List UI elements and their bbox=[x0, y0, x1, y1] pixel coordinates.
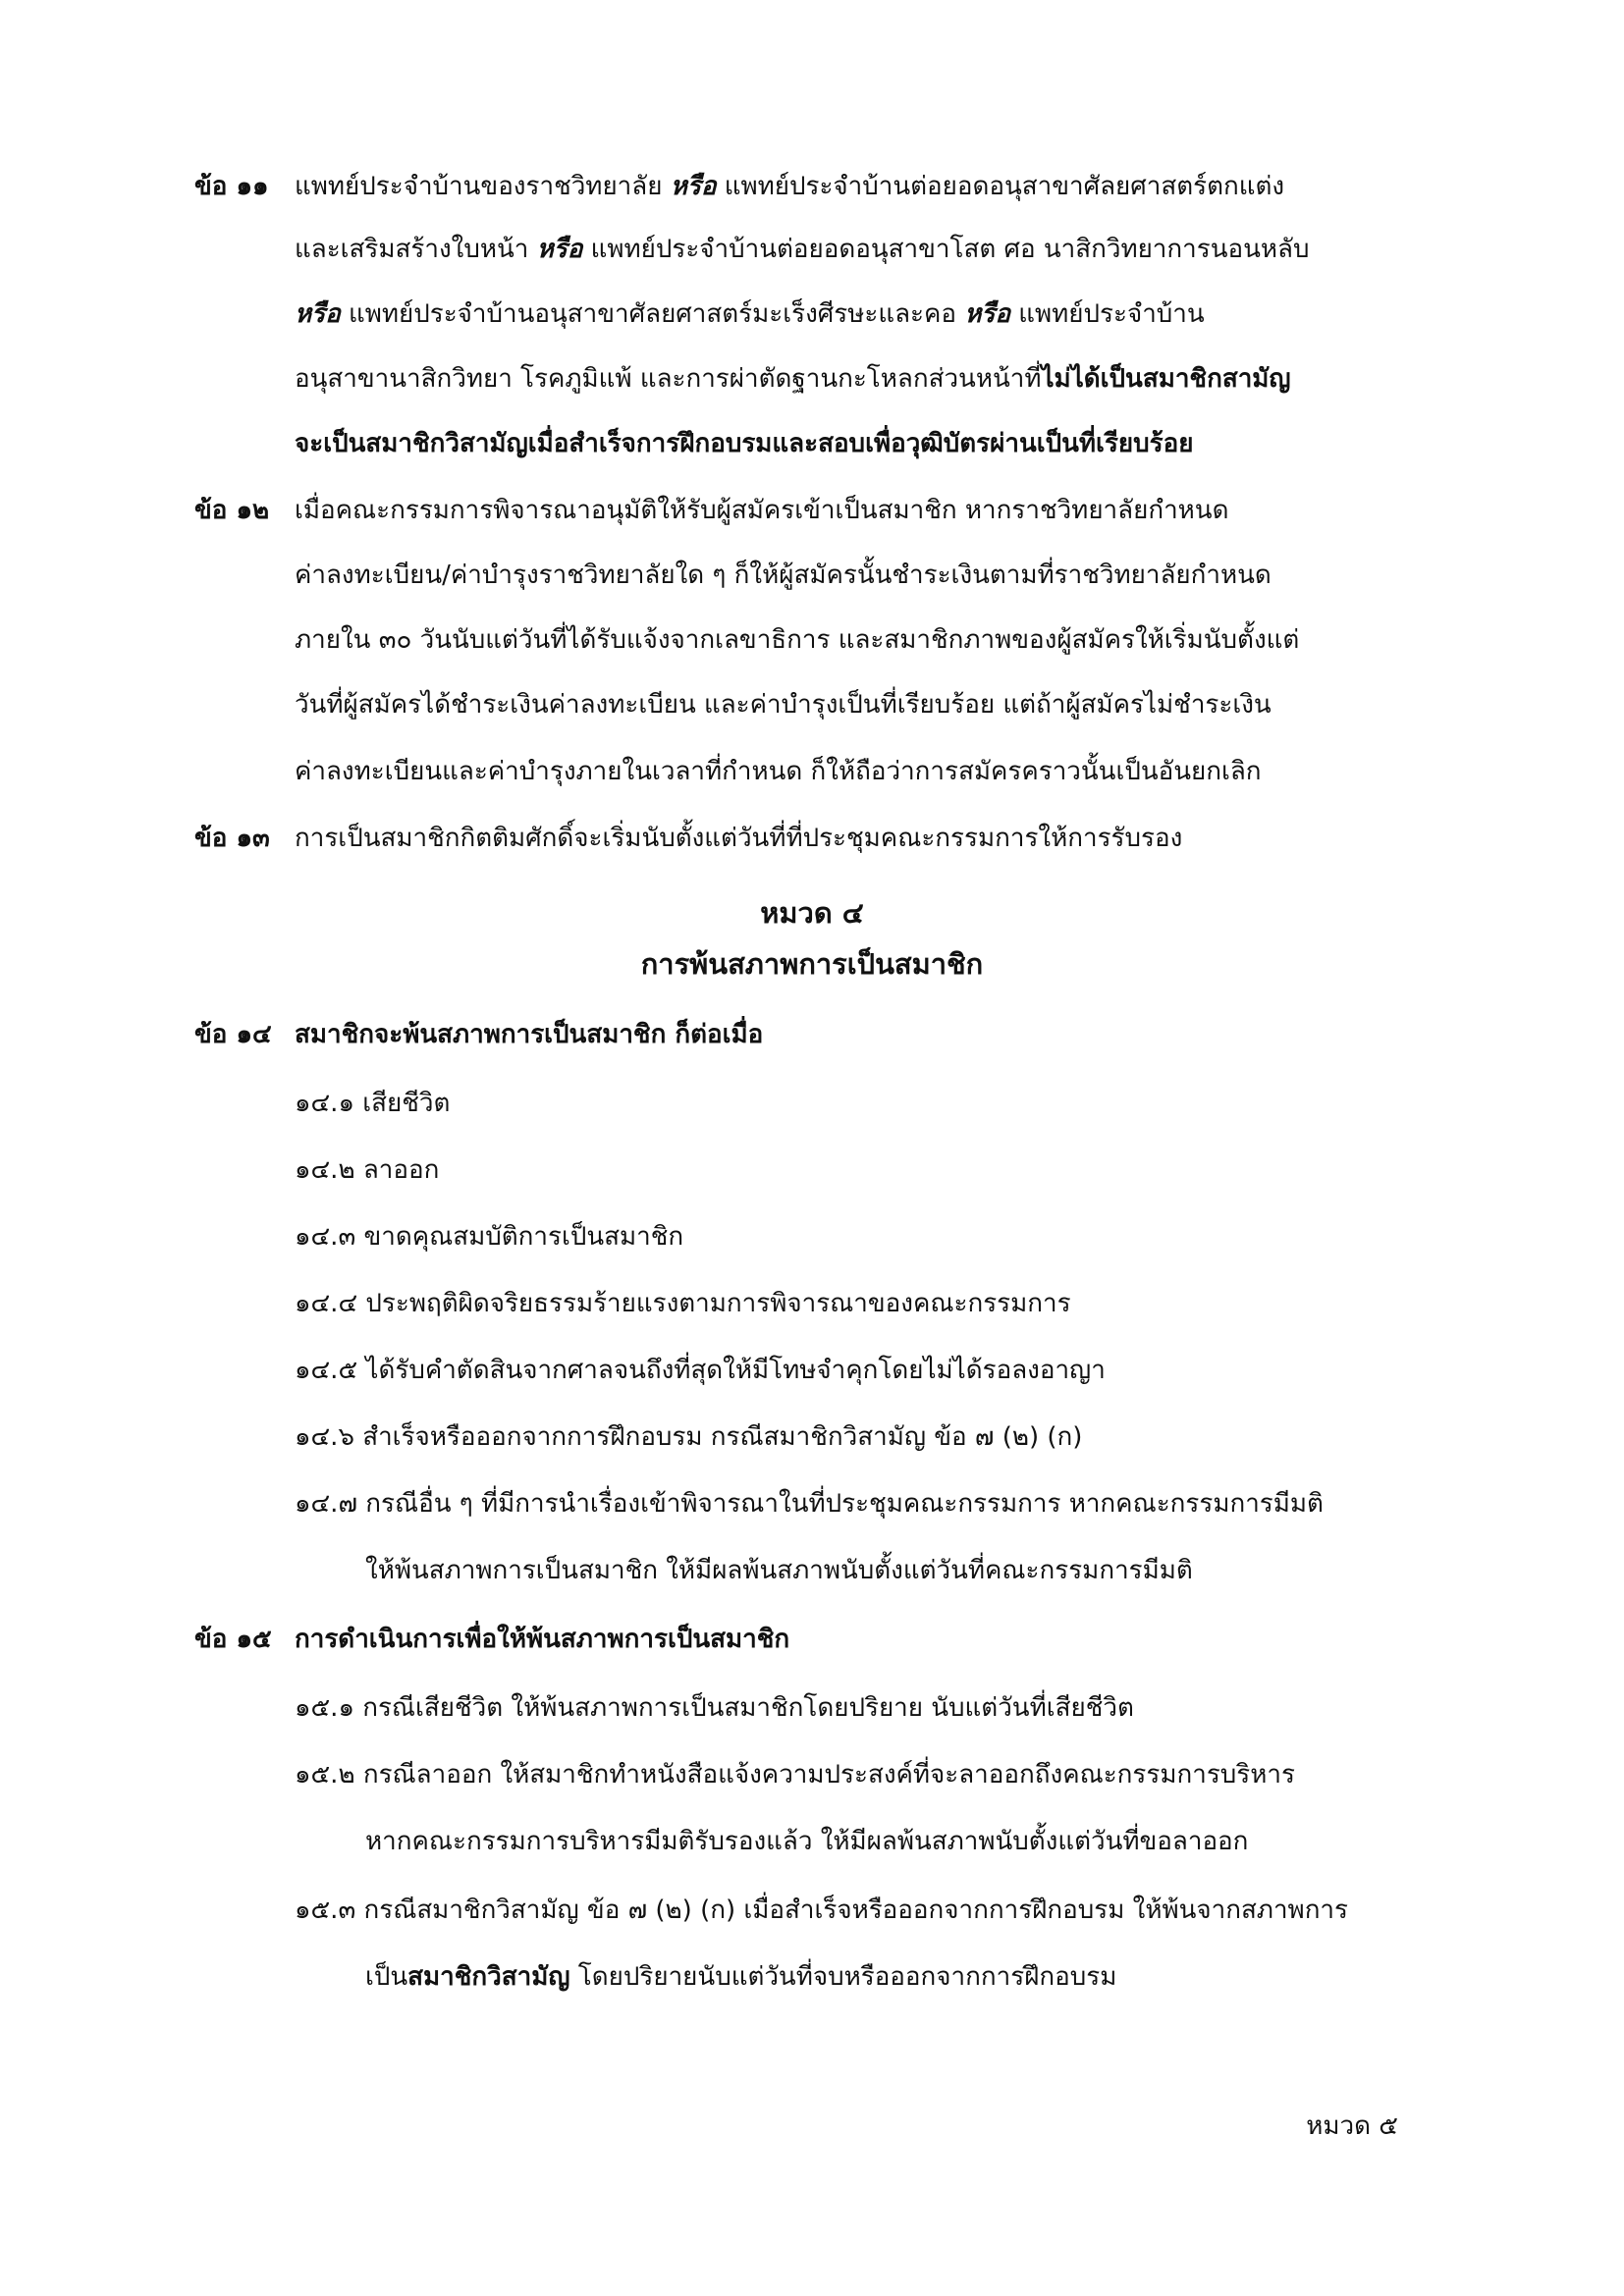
clause-14-item: ๑๔.๕ ได้รับคำตัดสินจากศาลจนถึงที่สุดให้มีโทษจำคุกโดยไม่ได้รอลงอาญา bbox=[295, 1356, 1106, 1385]
chapter-title: การพ้นสภาพการเป็นสมาชิก bbox=[640, 947, 984, 981]
clause-11-label: ข้อ ๑๑ bbox=[194, 172, 269, 201]
clause-14-label: ข้อ ๑๔ bbox=[194, 1020, 272, 1049]
clause-15-item-2-continuation: หากคณะกรรมการบริหารมีมติรับรองแล้ว ให้มีผลพ้นสภาพนับตั้งแต่วันที่ขอลาออก bbox=[365, 1827, 1249, 1856]
clause-12-label: ข้อ ๑๒ bbox=[194, 496, 270, 525]
clause-12-line-5: ค่าลงทะเบียนและค่าบำรุงภายในเวลาที่กำหนด ก็ให้ถือว่าการสมัครคราวนั้นเป็นอันยกเลิก bbox=[295, 757, 1262, 786]
clause-14-item: ๑๔.๗ กรณีอื่น ๆ ที่มีการนำเรื่องเข้าพิจารณาในที่ประชุมคณะกรรมการ หากคณะกรรมการมีมติ bbox=[295, 1489, 1324, 1519]
clause-13-label: ข้อ ๑๓ bbox=[194, 824, 270, 853]
clause-15-item-3-continuation: เป็นสมาชิกวิสามัญ โดยปริยายนับแต่วันที่จบหรือออกจากการฝึกอบรม bbox=[365, 1962, 1117, 1992]
clause-14-item: ๑๔.๒ ลาออก bbox=[295, 1155, 440, 1185]
clause-12-line-3: ภายใน ๓๐ วันนับแต่วันที่ได้รับแจ้งจากเลขาธิการ และสมาชิกภาพของผู้สมัครให้เริ่มนับตั้งแต่ bbox=[295, 625, 1300, 655]
clause-15-item: ๑๕.๑ กรณีเสียชีวิต ให้พ้นสภาพการเป็นสมาชิกโดยปริยาย นับแต่วันที่เสียชีวิต bbox=[295, 1693, 1134, 1723]
clause-14-item-7-continuation: ให้พ้นสภาพการเป็นสมาชิก ให้มีผลพ้นสภาพนับตั้งแต่วันที่คณะกรรมการมีมติ bbox=[365, 1556, 1193, 1585]
clause-15-label: ข้อ ๑๕ bbox=[194, 1625, 272, 1654]
clause-14-item: ๑๔.๔ ประพฤติผิดจริยธรรมร้ายแรงตามการพิจารณาของคณะกรรมการ bbox=[295, 1289, 1071, 1318]
clause-11-line-2: และเสริมสร้างใบหน้า หรือ แพทย์ประจำบ้านต่อยอดอนุสาขาโสต ศอ นาสิกวิทยาการนอนหลับ bbox=[295, 235, 1310, 264]
clause-13-line-1: ข้อ ๑๓ การเป็นสมาชิกกิตติมศักดิ์จะเริ่มนับตั้งแต่วันที่ที่ประชุมคณะกรรมการให้การรับรอง bbox=[194, 819, 1182, 858]
clause-12-line-1: ข้อ ๑๒ เมื่อคณะกรรมการพิจารณาอนุมัติให้รับผู้สมัครเข้าเป็นสมาชิก หากราชวิทยาลัยกำหนด bbox=[194, 491, 1228, 530]
clause-14-item: ๑๔.๖ สำเร็จหรือออกจากการฝึกอบรม กรณีสมาชิกวิสามัญ ข้อ ๗ (๒) (ก) bbox=[295, 1422, 1083, 1452]
clause-11-line-1: ข้อ ๑๑ แพทย์ประจำบ้านของราชวิทยาลัย หรือ แพทย์ประจำบ้านต่อยอดอนุสาขาศัลยศาสตร์ตกแต่ง bbox=[194, 167, 1284, 206]
clause-14-item: ๑๔.๑ เสียชีวิต bbox=[295, 1089, 451, 1118]
clause-12-line-2: ค่าลงทะเบียน/ค่าบำรุงราชวิทยาลัยใด ๆ ก็ให้ผู้สมัครนั้นชำระเงินตามที่ราชวิทยาลัยกำหนด bbox=[295, 561, 1272, 590]
clause-14-item: ๑๔.๓ ขาดคุณสมบัติการเป็นสมาชิก bbox=[295, 1222, 684, 1252]
clause-12-line-4: วันที่ผู้สมัครได้ชำระเงินค่าลงทะเบียน และค่าบำรุงเป็นที่เรียบร้อย แต่ถ้าผู้สมัครไม่ชำระเงิน bbox=[295, 690, 1272, 720]
chapter-number: หมวด ๔ bbox=[760, 896, 864, 930]
clause-11-line-3: หรือ แพทย์ประจำบ้านอนุสาขาศัลยศาสตร์มะเร็งศีรษะและคอ หรือ แพทย์ประจำบ้าน bbox=[295, 299, 1205, 329]
clause-15-item: ๑๕.๓ กรณีสมาชิกวิสามัญ ข้อ ๗ (๒) (ก) เมื่อสำเร็จหรือออกจากการฝึกอบรม ให้พ้นจากสภาพการ bbox=[295, 1896, 1348, 1925]
next-chapter-footer: หมวด ๕ bbox=[1306, 2111, 1398, 2141]
clause-15-heading: ข้อ ๑๕ การดำเนินการเพื่อให้พ้นสภาพการเป็นสมาชิก bbox=[194, 1620, 789, 1659]
clause-15-item: ๑๕.๒ กรณีลาออก ให้สมาชิกทำหนังสือแจ้งความประสงค์ที่จะลาออกถึงคณะกรรมการบริหาร bbox=[295, 1760, 1295, 1789]
clause-14-heading: ข้อ ๑๔ สมาชิกจะพ้นสภาพการเป็นสมาชิก ก็ต่อเมื่อ bbox=[194, 1015, 763, 1054]
clause-11-line-4: อนุสาขานาสิกวิทยา โรคภูมิแพ้ และการผ่าตัดฐานกะโหลกส่วนหน้าที่ไม่ได้เป็นสมาชิกสามัญ bbox=[295, 364, 1291, 394]
clause-11-line-5: จะเป็นสมาชิกวิสามัญเมื่อสำเร็จการฝึกอบรมและสอบเพื่อวุฒิบัตรผ่านเป็นที่เรียบร้อย bbox=[295, 429, 1194, 458]
